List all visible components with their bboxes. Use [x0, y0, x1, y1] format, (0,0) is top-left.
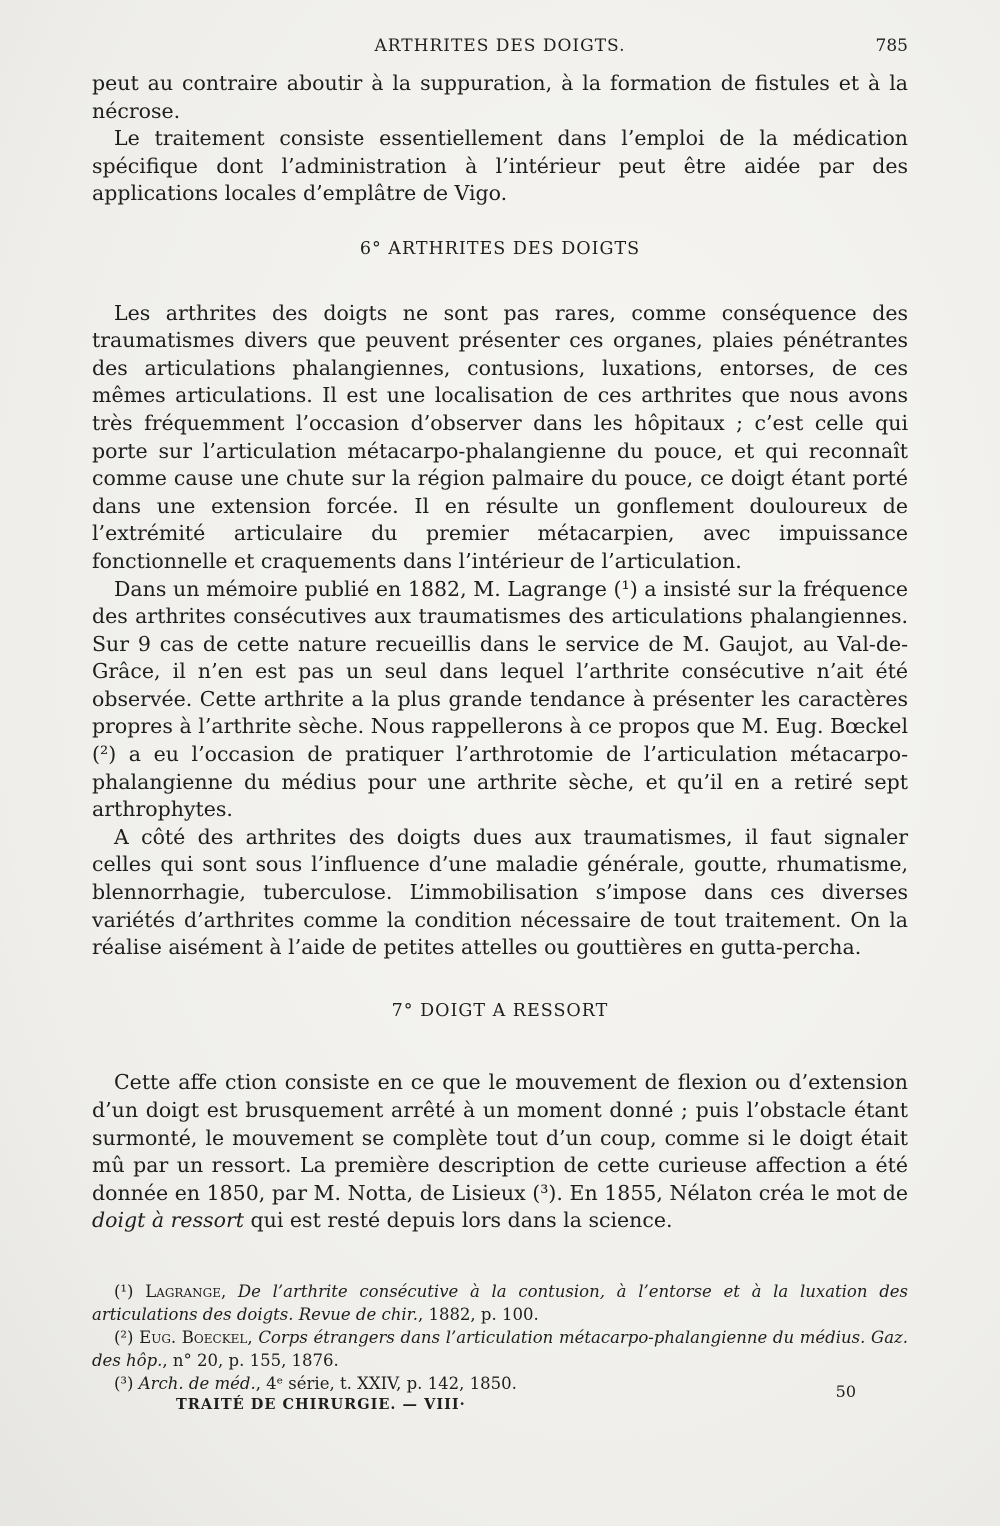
footnotes: [92, 1280, 908, 1395]
body-text: [92, 70, 908, 1235]
page-number: 785: [875, 36, 908, 56]
paragraph-intro-1: peut au contraire aboutir à la suppuration, à la formation de fistules et à la nécrose.: [92, 71, 908, 123]
footnote-mark: (³): [114, 1374, 139, 1393]
footnote-title: Arch. de méd.: [138, 1374, 256, 1393]
paragraph-6-1: Les arthrites des doigts ne sont pas rares, comme conséquence des traumatismes divers que peuvent présenter ces organes, plaies pénétrantes des articulations phalangiennes, contusions, luxations, entorses, de ces mêmes articulations. Il est une localisation de ces arthrites que nous avons très fréquemment l’occasion d’observer dans les hôpitaux ; c’est celle qui porte sur l’articulation métacarpo-phalangienne du pouce, et qui reconnaît comme cause une chute sur la région palmaire du pouce, ce doigt étant porté dans une extension forcée. Il en résulte un gonflement douloureux de l’extrémité articulaire du premier métacarpien, avec impuissance fonctionnelle et craquements dans l’intérieur de l’articulation.: [92, 300, 908, 573]
footnote-title: De l’arthrite consécutive à la contusion, à l’entorse et à la luxation des articulations des doigts. Revue de chir.: [92, 1282, 908, 1324]
paragraph-7-text-b: qui est resté depuis lors dans la science.: [244, 1208, 673, 1233]
footnote-rest: , 1882, p. 100.: [417, 1305, 539, 1324]
footnote-author: Lagrange: [145, 1282, 221, 1301]
footnote-rest: , 4ᵉ série, t. XXIV, p. 142, 1850.: [255, 1374, 517, 1393]
section-heading-7: 7° DOIGT A RESSORT: [391, 1000, 609, 1021]
footnote-separator: ,: [220, 1282, 238, 1301]
footnote-2: [92, 1326, 908, 1372]
paragraph-7-text-a: Cette affe ction consiste en ce que le mouvement de flexion ou d’extension d’un doigt est brusquement arrêté à un moment donné ; puis l’obstacle étant surmonté, le mouvement se complète tout d’un coup, comme si le doigt était mû par un ressort. La première description de cette curieuse affection a été donnée en 1850, par M. Notta, de Lisieux (³). En 1855, Nélaton créa le mot de: [92, 1070, 908, 1205]
footnote-separator: ,: [247, 1328, 259, 1347]
footnote-mark: (¹): [114, 1282, 146, 1301]
footnote-rest: , n° 20, p. 155, 1876.: [162, 1351, 339, 1370]
paragraph-6-2: Dans un mémoire publié en 1882, M. Lagrange (¹) a insisté sur la fréquence des arthrites consécutives aux traumatismes des articulations phalangiennes. Sur 9 cas de cette nature recueillis dans le service de M. Gaujot, au Val-de-Grâce, il n’en est pas un seul dans lequel l’arthrite consécutive n’ait été observée. Cette arthrite a la plus grande tendance à présenter les caractères propres à l’arthrite sèche. Nous rappellerons à ce propos que M. Eug. Bœckel (²) a eu l’occasion de pratiquer l’arthrotomie de l’articulation métacarpo-phalangienne du médius pour une arthrite sèche, et qu’il en a retiré sept arthrophytes.: [92, 576, 908, 822]
footnote-author: Eug. Boeckel: [139, 1328, 248, 1347]
signature-mark: 50: [835, 1382, 856, 1401]
footnote-3: [92, 1372, 908, 1395]
running-title: ARTHRITES DES DOIGTS.: [374, 36, 626, 56]
paragraph-7-term: doigt à ressort: [92, 1208, 244, 1233]
paragraph-7-1: [92, 1069, 908, 1235]
footnote-title: Corps étrangers dans l’articulation métacarpo-phalangienne du médius. Gaz. des hôp.: [92, 1328, 908, 1370]
section-heading-6: 6° ARTHRITES DES DOIGTS: [359, 238, 641, 259]
paragraph-intro-2: Le traitement consiste essentiellement dans l’emploi de la médication spécifique dont l’administration à l’intérieur peut être aidée par des applications locales d’emplâtre de Vigo.: [92, 126, 908, 206]
footer-book-title: TRAITÉ DE CHIRURGIE. — VIII·: [176, 1396, 466, 1413]
page-header: [92, 36, 908, 64]
paragraph-6-3: A côté des arthrites des doigts dues aux traumatismes, il faut signaler celles qui sont sous l’influence d’une maladie générale, goutte, rhumatisme, blennorrhagie, tuberculose. L’immobilisation s’impose dans ces diverses variétés d’arthrites comme la condition nécessaire de tout traitement. On la réalise aisément à l’aide de petites attelles ou gouttières en gutta-percha.: [92, 824, 908, 960]
footnote-mark: (²): [114, 1328, 140, 1347]
footnote-1: [92, 1280, 908, 1326]
